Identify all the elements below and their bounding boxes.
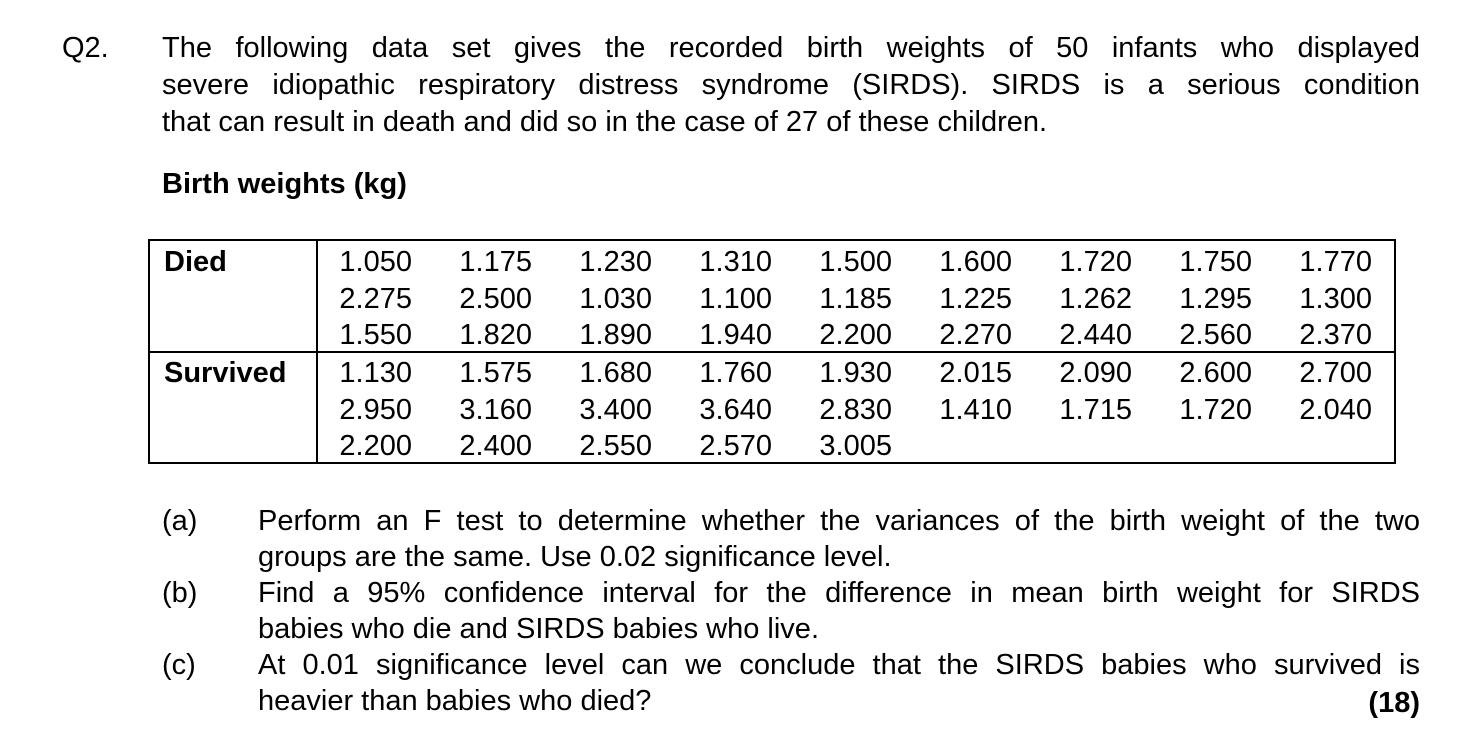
weight-value: 1.050 bbox=[339, 246, 412, 278]
weight-value: 3.005 bbox=[819, 430, 892, 462]
weight-value: 1.130 bbox=[339, 357, 412, 389]
group-label-died: Died bbox=[164, 246, 227, 278]
weight-value: 1.550 bbox=[339, 319, 412, 351]
weight-value: 1.500 bbox=[819, 246, 892, 278]
part-text bbox=[258, 575, 1420, 647]
weight-value: 2.015 bbox=[939, 357, 1012, 389]
weight-value: 1.225 bbox=[939, 282, 1012, 315]
weight-value: 1.310 bbox=[699, 246, 772, 278]
weight-value: 2.275 bbox=[339, 282, 412, 315]
weight-value: 1.262 bbox=[1059, 282, 1132, 315]
part-c bbox=[162, 647, 1420, 719]
part-line: babies who die and SIRDS babies who live. bbox=[258, 613, 819, 645]
weight-value: 1.820 bbox=[459, 319, 532, 351]
weight-value: 1.680 bbox=[579, 357, 652, 389]
weight-value: 3.400 bbox=[579, 393, 652, 426]
weight-value: 1.575 bbox=[459, 357, 532, 389]
weight-value: 1.030 bbox=[579, 282, 652, 315]
weight-value: 1.185 bbox=[819, 282, 892, 315]
weight-value: 2.200 bbox=[819, 319, 892, 351]
group-label-survived: Survived bbox=[164, 357, 287, 389]
part-letter: (a) bbox=[162, 505, 198, 537]
question-parts bbox=[162, 503, 1420, 719]
part-letter: (c) bbox=[162, 649, 196, 681]
weight-value: 1.100 bbox=[699, 282, 772, 315]
weight-value: 1.300 bbox=[1299, 282, 1372, 315]
weight-value: 1.600 bbox=[939, 246, 1012, 278]
part-b bbox=[162, 575, 1420, 647]
weight-value: 1.230 bbox=[579, 246, 652, 278]
part-a bbox=[162, 503, 1420, 575]
weight-value: 1.715 bbox=[1059, 393, 1132, 426]
weight-value: 2.400 bbox=[459, 430, 532, 462]
weight-value: 3.640 bbox=[699, 393, 772, 426]
table-heading: Birth weights (kg) bbox=[162, 168, 407, 200]
intro-line: that can result in death and did so in the case of 27 of these children. bbox=[162, 106, 1048, 138]
part-line: Perform an F test to determine whether the variances of the birth weight of the two bbox=[258, 505, 1420, 537]
question-number: Q2. bbox=[62, 32, 109, 64]
weight-value: 1.750 bbox=[1179, 246, 1252, 278]
weight-value: 2.570 bbox=[699, 430, 772, 462]
question-intro bbox=[162, 30, 1420, 141]
weight-value: 1.890 bbox=[579, 319, 652, 351]
birth-weights-table bbox=[148, 239, 1396, 464]
weight-value: 2.830 bbox=[819, 393, 892, 426]
weight-value: 2.200 bbox=[339, 430, 412, 462]
weight-value: 2.040 bbox=[1299, 393, 1372, 426]
weight-value: 1.295 bbox=[1179, 282, 1252, 315]
weight-value: 2.270 bbox=[939, 319, 1012, 351]
part-line: groups are the same. Use 0.02 significance level. bbox=[258, 541, 892, 573]
weight-value: 1.770 bbox=[1299, 246, 1372, 278]
part-text bbox=[258, 503, 1420, 575]
weight-value: 2.550 bbox=[579, 430, 652, 462]
weight-value: 2.600 bbox=[1179, 357, 1252, 389]
weight-value: 2.370 bbox=[1299, 319, 1372, 351]
part-line: heavier than babies who died? bbox=[258, 685, 652, 717]
weight-value: 1.720 bbox=[1179, 393, 1252, 426]
question-marks: (18) bbox=[1368, 687, 1420, 719]
weight-value: 1.410 bbox=[939, 393, 1012, 426]
weight-value: 1.930 bbox=[819, 357, 892, 389]
intro-line: severe idiopathic respiratory distress syndrome (SIRDS). SIRDS is a serious condition bbox=[162, 69, 1420, 101]
weight-value: 2.500 bbox=[459, 282, 532, 315]
weight-value: 1.720 bbox=[1059, 246, 1132, 278]
weight-value: 2.560 bbox=[1179, 319, 1252, 351]
weight-value: 1.940 bbox=[699, 319, 772, 351]
part-text bbox=[258, 647, 1420, 719]
weight-value: 1.175 bbox=[459, 246, 532, 278]
part-line: Find a 95% confidence interval for the difference in mean birth weight for SIRDS bbox=[258, 577, 1420, 609]
part-line: At 0.01 significance level can we conclude that the SIRDS babies who survived is bbox=[258, 649, 1420, 681]
part-letter: (b) bbox=[162, 577, 198, 609]
weight-value: 2.700 bbox=[1299, 357, 1372, 389]
weight-value: 2.440 bbox=[1059, 319, 1132, 351]
weight-value: 1.760 bbox=[699, 357, 772, 389]
weight-value: 2.950 bbox=[339, 393, 412, 426]
weight-value: 3.160 bbox=[459, 393, 532, 426]
weight-value: 2.090 bbox=[1059, 357, 1132, 389]
intro-line: The following data set gives the recorded birth weights of 50 infants who displayed bbox=[162, 32, 1420, 64]
